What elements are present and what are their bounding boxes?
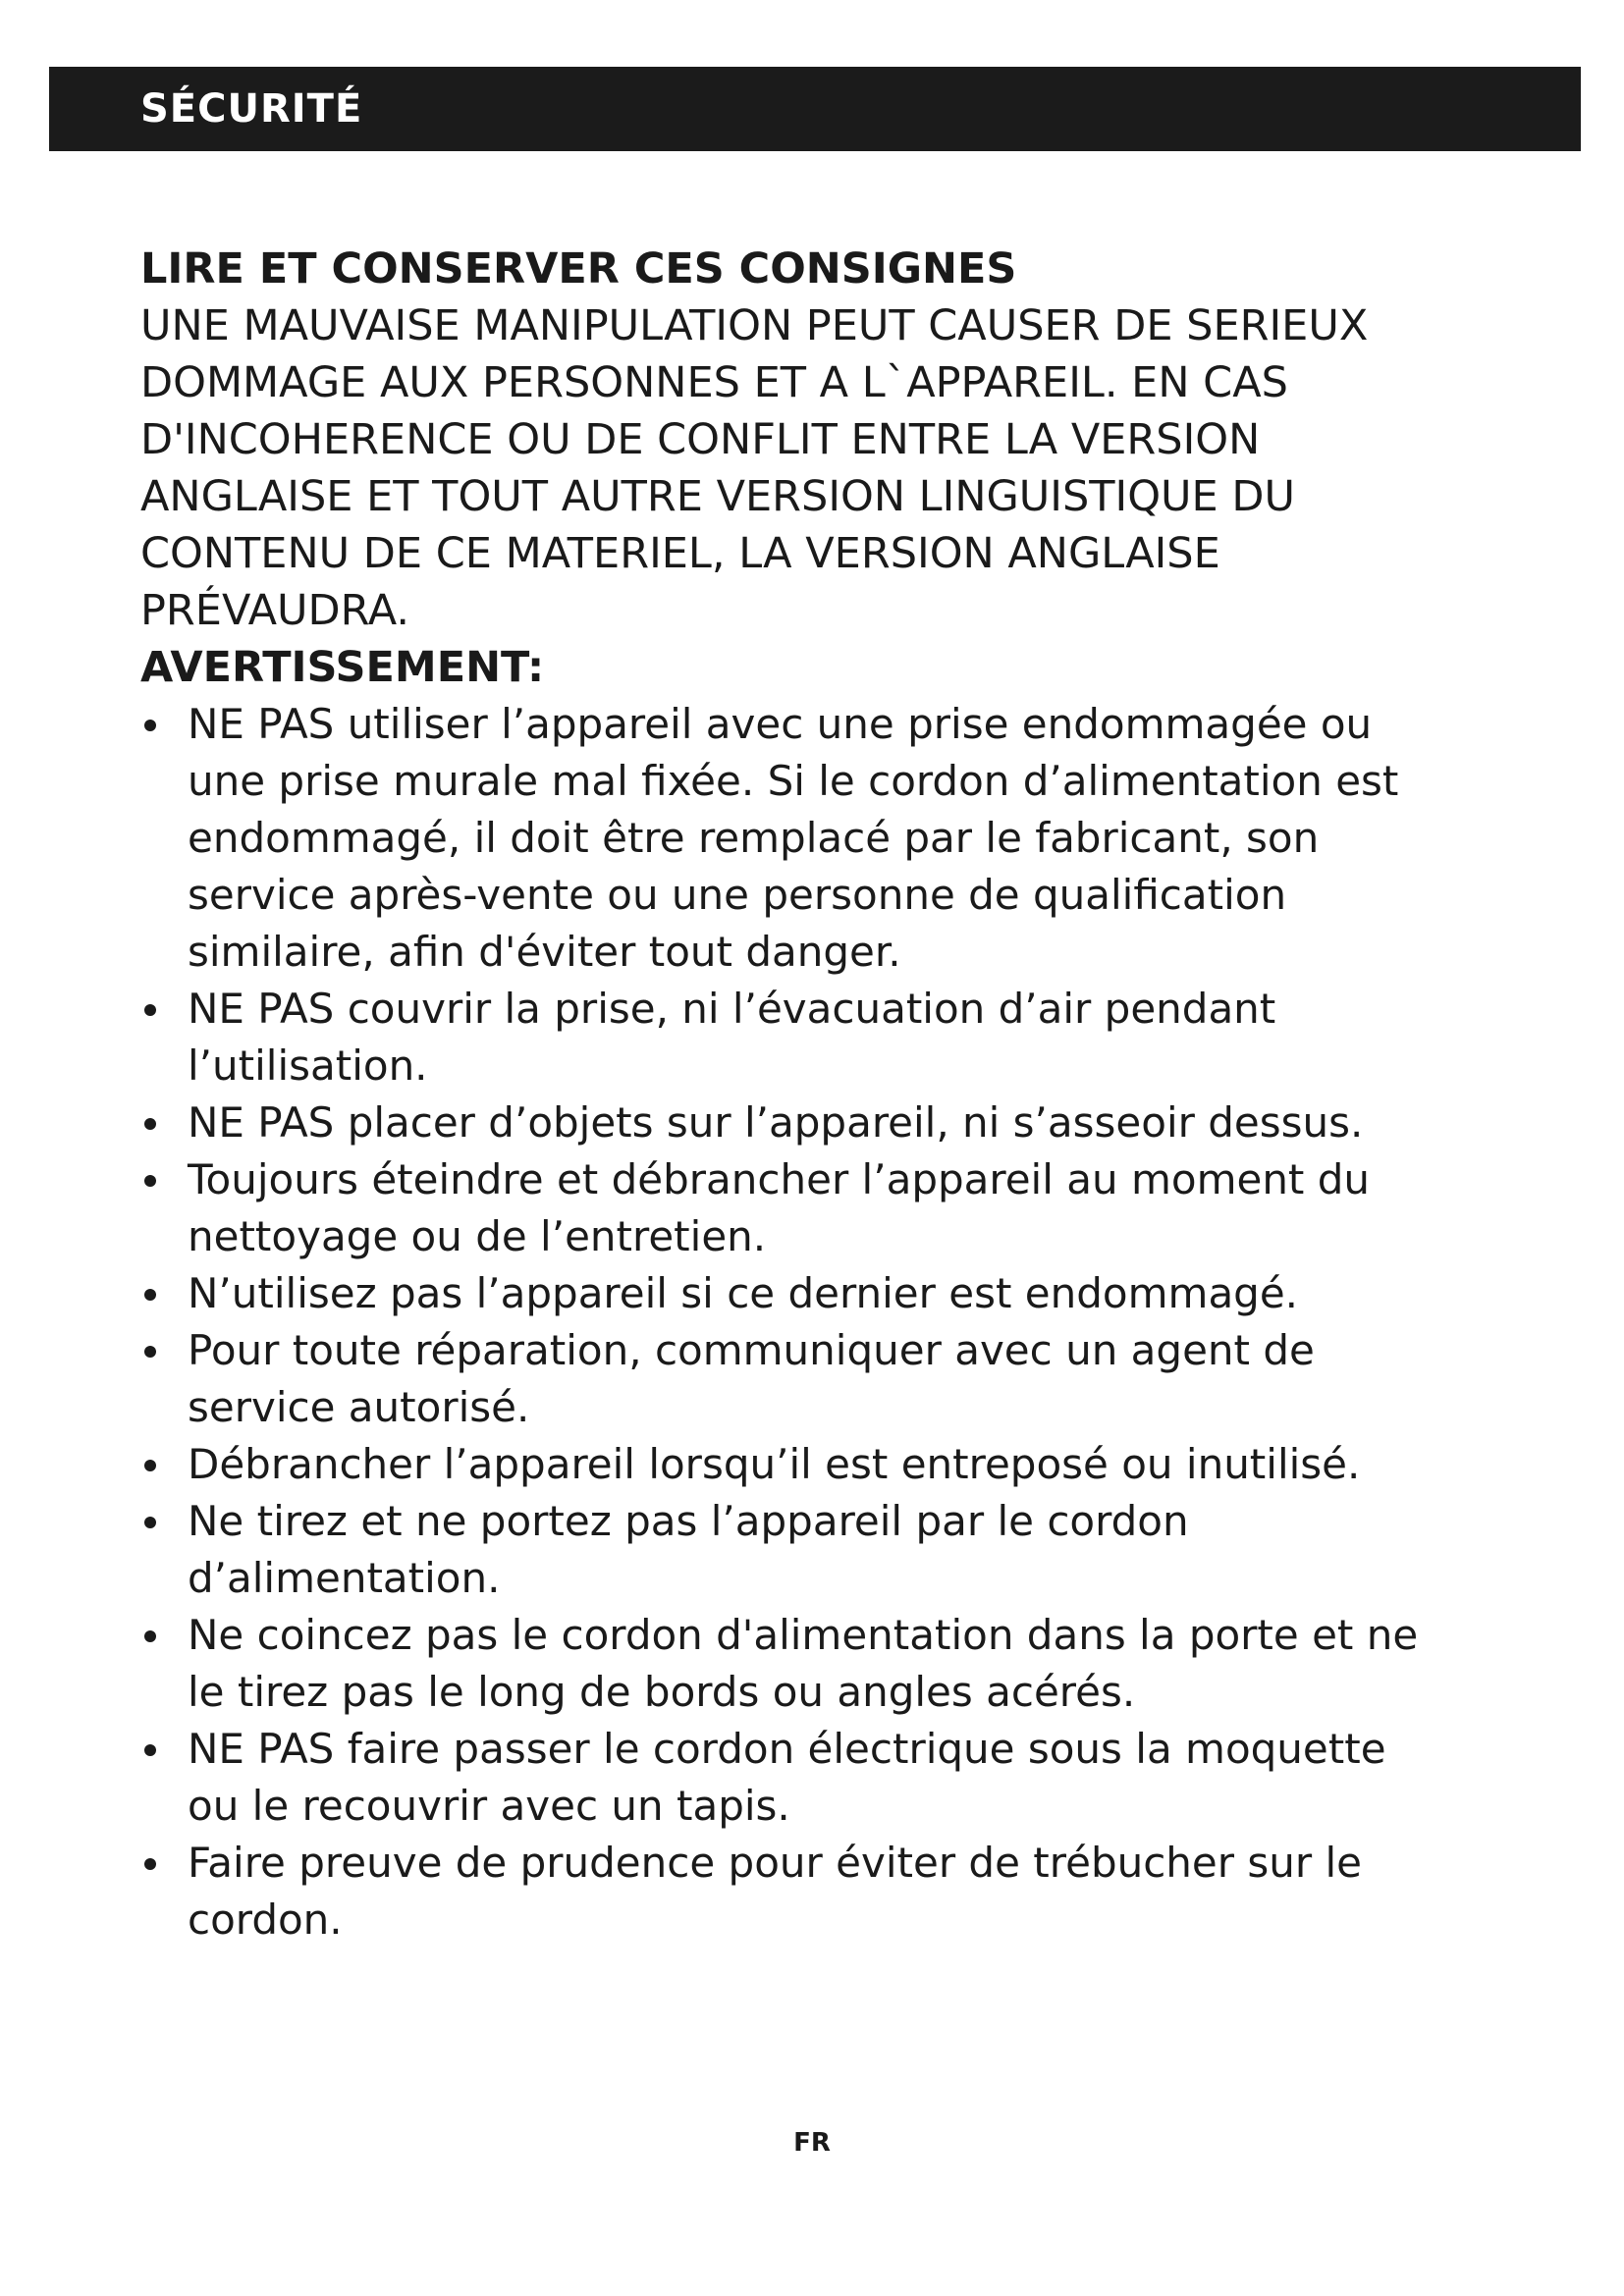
warning-item [140, 1607, 1515, 1721]
bullet-icon [144, 1289, 156, 1301]
warning-text: Pour toute réparation, communiquer avec un agent de service autorisé. [188, 1326, 1315, 1431]
bullet-icon [144, 1460, 156, 1471]
page-language-code: FR [793, 2128, 831, 2158]
intro-paragraph: UNE MAUVAISE MANIPULATION PEUT CAUSER DE SERIEUX DOMMAGE AUX PERSONNES ET A L`APPAREIL. EN CAS D'INCOHERENCE OU DE CONFLIT ENTRE LA VERSION ANGLAISE ET TOUT AUTRE VERSION LINGUISTIQUE DU CONTENU DE CE MATERIEL, LA VERSION ANGLAISE PRÉVAUDRA. [140, 301, 1369, 635]
bullet-icon [144, 1858, 156, 1870]
warning-text: NE PAS couvrir la prise, ni l’évacuation d’air pendant l’utilisation. [188, 985, 1276, 1090]
warning-text: Toujours éteindre et débrancher l’appareil au moment du nettoyage ou de l’entretien. [188, 1155, 1371, 1260]
warning-item [140, 1835, 1515, 1949]
section-header-bar [49, 67, 1581, 151]
bullet-icon [144, 1175, 156, 1187]
warning-item [140, 981, 1515, 1095]
warning-item [140, 1322, 1515, 1436]
warning-text: Ne coincez pas le cordon d'alimentation dans la porte et ne le tirez pas le long de bords ou angles acérés. [188, 1611, 1419, 1716]
warning-item [140, 1721, 1515, 1835]
bullet-icon [144, 1118, 156, 1130]
warning-text: Faire preuve de prudence pour éviter de trébucher sur le cordon. [188, 1839, 1363, 1944]
warning-item [140, 1095, 1515, 1151]
warning-list [140, 696, 1515, 1949]
bullet-icon [144, 1346, 156, 1358]
bullet-icon [144, 1630, 156, 1642]
bullet-icon [144, 1744, 156, 1756]
bullet-icon [144, 720, 156, 731]
warning-item [140, 696, 1515, 981]
warning-text: NE PAS faire passer le cordon électrique sous la moquette ou le recouvrir avec un tapis. [188, 1725, 1386, 1830]
warning-heading: AVERTISSEMENT: [140, 643, 545, 692]
warning-item [140, 1151, 1515, 1265]
bullet-icon [144, 1517, 156, 1528]
safety-content [140, 240, 1515, 1949]
instructions-heading: LIRE ET CONSERVER CES CONSIGNES [140, 244, 1017, 294]
warning-item [140, 1436, 1515, 1493]
warning-text: N’utilisez pas l’appareil si ce dernier est endommagé. [188, 1269, 1299, 1317]
warning-text: NE PAS utiliser l’appareil avec une prise endommagée ou une prise murale mal fixée. Si le cordon d’alimentation est endommagé, il doit être remplacé par le fabricant, son service après-vente ou une personne de qualification similaire, afin d'éviter tout danger. [188, 700, 1399, 976]
warning-item [140, 1493, 1515, 1607]
warning-text: Débrancher l’appareil lorsqu’il est entreposé ou inutilisé. [188, 1440, 1361, 1488]
warning-text: NE PAS placer d’objets sur l’appareil, ni s’asseoir dessus. [188, 1098, 1364, 1147]
section-header-title: SÉCURITÉ [140, 86, 363, 132]
bullet-icon [144, 1004, 156, 1016]
warning-text: Ne tirez et ne portez pas l’appareil par le cordon d’alimentation. [188, 1497, 1189, 1602]
warning-item [140, 1265, 1515, 1322]
